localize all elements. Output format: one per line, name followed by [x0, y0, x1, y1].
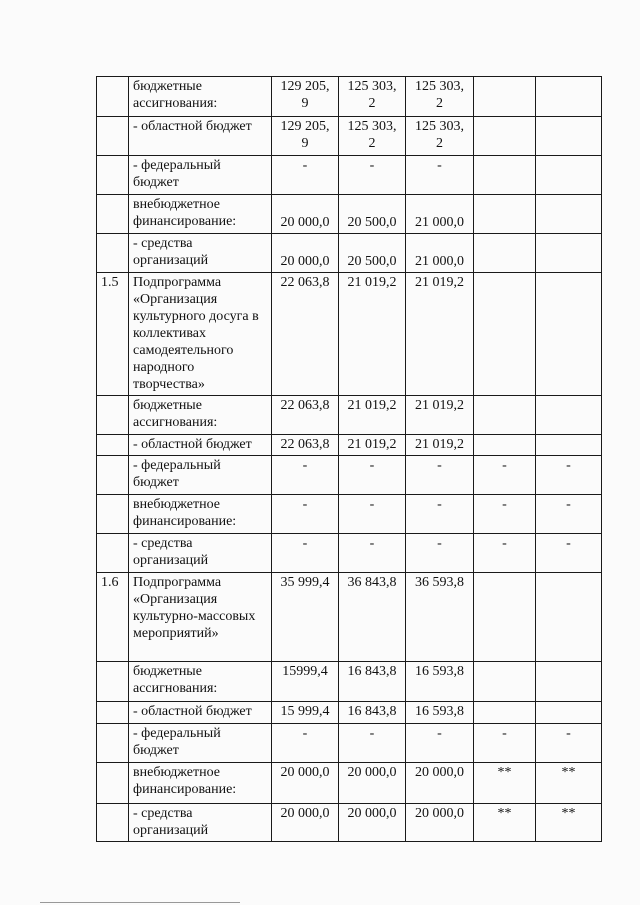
value-year3-cell: -	[406, 724, 474, 763]
description-cell: внебюджетное финансирование:	[129, 763, 272, 804]
table-row	[97, 117, 602, 156]
value-year5-cell	[536, 435, 602, 456]
value-year1-cell: 20 000,0	[272, 763, 339, 804]
table-row	[97, 273, 602, 396]
value-year2-cell: 20 000,0	[339, 804, 406, 842]
description-cell: бюджетные ассигнования:	[129, 396, 272, 435]
value-year3-cell: 21 019,2	[406, 435, 474, 456]
value-year1-cell: 20 000,0	[272, 804, 339, 842]
table-row	[97, 702, 602, 724]
value-year4-cell: -	[474, 724, 536, 763]
value-year4-cell	[474, 396, 536, 435]
value-year3-cell: 125 303, 2	[406, 77, 474, 117]
value-year1-cell: -	[272, 495, 339, 534]
value-year2-cell: 20 000,0	[339, 763, 406, 804]
row-number-cell: 1.5	[97, 273, 129, 396]
value-year3-cell: 16 593,8	[406, 662, 474, 702]
table-row	[97, 195, 602, 234]
description-cell: - средства организаций	[129, 234, 272, 273]
value-year1-cell: 15 999,4	[272, 702, 339, 724]
value-year4-cell	[474, 117, 536, 156]
value-year4-cell	[474, 573, 536, 662]
value-year1-cell: -	[272, 456, 339, 495]
value-year3-cell: 21 000,0	[406, 195, 474, 234]
value-year3-cell: -	[406, 456, 474, 495]
value-year4-cell	[474, 702, 536, 724]
value-year5-cell	[536, 195, 602, 234]
value-year2-cell: 20 500,0	[339, 234, 406, 273]
value-year5-cell	[536, 702, 602, 724]
value-year4-cell	[474, 195, 536, 234]
value-year1-cell: 22 063,8	[272, 273, 339, 396]
description-cell: - средства организаций	[129, 534, 272, 573]
table-row	[97, 573, 602, 662]
row-number-cell	[97, 702, 129, 724]
value-year1-cell: 35 999,4	[272, 573, 339, 662]
budget-table	[96, 76, 602, 842]
value-year2-cell: -	[339, 156, 406, 195]
description-cell: бюджетные ассигнования:	[129, 77, 272, 117]
row-number-cell	[97, 156, 129, 195]
value-year2-cell: 16 843,8	[339, 662, 406, 702]
row-number-cell	[97, 804, 129, 842]
description-cell: бюджетные ассигнования:	[129, 662, 272, 702]
value-year5-cell: -	[536, 456, 602, 495]
description-cell: - федеральный бюджет	[129, 156, 272, 195]
value-year5-cell: -	[536, 495, 602, 534]
value-year1-cell: 20 000,0	[272, 234, 339, 273]
description-cell: внебюджетное финансирование:	[129, 495, 272, 534]
value-year5-cell: -	[536, 534, 602, 573]
description-cell: - областной бюджет	[129, 117, 272, 156]
value-year4-cell	[474, 273, 536, 396]
value-year5-cell	[536, 396, 602, 435]
row-number-cell	[97, 396, 129, 435]
row-number-cell	[97, 763, 129, 804]
value-year2-cell: -	[339, 456, 406, 495]
row-number-cell	[97, 435, 129, 456]
value-year3-cell: 36 593,8	[406, 573, 474, 662]
value-year2-cell: -	[339, 495, 406, 534]
footer-rule	[40, 902, 240, 903]
row-number-cell	[97, 662, 129, 702]
table-row	[97, 456, 602, 495]
value-year5-cell	[536, 117, 602, 156]
value-year1-cell: 22 063,8	[272, 435, 339, 456]
value-year5-cell: **	[536, 804, 602, 842]
row-number-cell	[97, 234, 129, 273]
row-number-cell	[97, 117, 129, 156]
value-year3-cell: -	[406, 156, 474, 195]
value-year1-cell: -	[272, 534, 339, 573]
row-number-cell	[97, 534, 129, 573]
table-row	[97, 234, 602, 273]
value-year2-cell: -	[339, 724, 406, 763]
value-year5-cell	[536, 273, 602, 396]
row-number-cell	[97, 456, 129, 495]
value-year1-cell: -	[272, 156, 339, 195]
value-year1-cell: 129 205, 9	[272, 117, 339, 156]
table-row	[97, 495, 602, 534]
value-year5-cell: -	[536, 724, 602, 763]
description-cell: - федеральный бюджет	[129, 724, 272, 763]
description-cell: внебюджетное финансирование:	[129, 195, 272, 234]
description-cell: - областной бюджет	[129, 435, 272, 456]
value-year2-cell: -	[339, 534, 406, 573]
value-year2-cell: 21 019,2	[339, 435, 406, 456]
value-year3-cell: 125 303, 2	[406, 117, 474, 156]
table-row	[97, 156, 602, 195]
table-row	[97, 77, 602, 117]
value-year3-cell: 21 019,2	[406, 273, 474, 396]
value-year3-cell: 21 019,2	[406, 396, 474, 435]
value-year2-cell: 21 019,2	[339, 396, 406, 435]
description-cell: Подпрограмма «Организация культурного досуга в коллективах самодеятельного народного творчества»	[129, 273, 272, 396]
value-year4-cell	[474, 77, 536, 117]
value-year1-cell: 20 000,0	[272, 195, 339, 234]
table-row	[97, 396, 602, 435]
row-number-cell: 1.6	[97, 573, 129, 662]
description-cell: Подпрограмма «Организация культурно-массовых мероприятий»	[129, 573, 272, 662]
value-year4-cell: -	[474, 495, 536, 534]
table-row	[97, 534, 602, 573]
value-year2-cell: 125 303, 2	[339, 117, 406, 156]
value-year3-cell: 20 000,0	[406, 804, 474, 842]
value-year3-cell: -	[406, 495, 474, 534]
value-year4-cell	[474, 662, 536, 702]
value-year5-cell	[536, 662, 602, 702]
value-year3-cell: -	[406, 534, 474, 573]
table-row	[97, 435, 602, 456]
value-year1-cell: 15999,4	[272, 662, 339, 702]
table-row	[97, 804, 602, 842]
value-year5-cell: **	[536, 763, 602, 804]
table-row	[97, 662, 602, 702]
description-cell: - федеральный бюджет	[129, 456, 272, 495]
row-number-cell	[97, 77, 129, 117]
value-year3-cell: 21 000,0	[406, 234, 474, 273]
description-cell: - средства организаций	[129, 804, 272, 842]
value-year1-cell: 22 063,8	[272, 396, 339, 435]
value-year4-cell: -	[474, 456, 536, 495]
value-year1-cell: -	[272, 724, 339, 763]
description-cell: - областной бюджет	[129, 702, 272, 724]
value-year4-cell: **	[474, 804, 536, 842]
value-year3-cell: 20 000,0	[406, 763, 474, 804]
value-year5-cell	[536, 573, 602, 662]
row-number-cell	[97, 495, 129, 534]
value-year4-cell: **	[474, 763, 536, 804]
table-row	[97, 763, 602, 804]
value-year2-cell: 20 500,0	[339, 195, 406, 234]
value-year4-cell: -	[474, 534, 536, 573]
row-number-cell	[97, 724, 129, 763]
value-year2-cell: 125 303, 2	[339, 77, 406, 117]
value-year3-cell: 16 593,8	[406, 702, 474, 724]
value-year1-cell: 129 205, 9	[272, 77, 339, 117]
value-year4-cell	[474, 234, 536, 273]
value-year5-cell	[536, 234, 602, 273]
row-number-cell	[97, 195, 129, 234]
value-year2-cell: 16 843,8	[339, 702, 406, 724]
value-year4-cell	[474, 156, 536, 195]
value-year5-cell	[536, 156, 602, 195]
value-year2-cell: 36 843,8	[339, 573, 406, 662]
value-year5-cell	[536, 77, 602, 117]
table-row	[97, 724, 602, 763]
value-year2-cell: 21 019,2	[339, 273, 406, 396]
value-year4-cell	[474, 435, 536, 456]
